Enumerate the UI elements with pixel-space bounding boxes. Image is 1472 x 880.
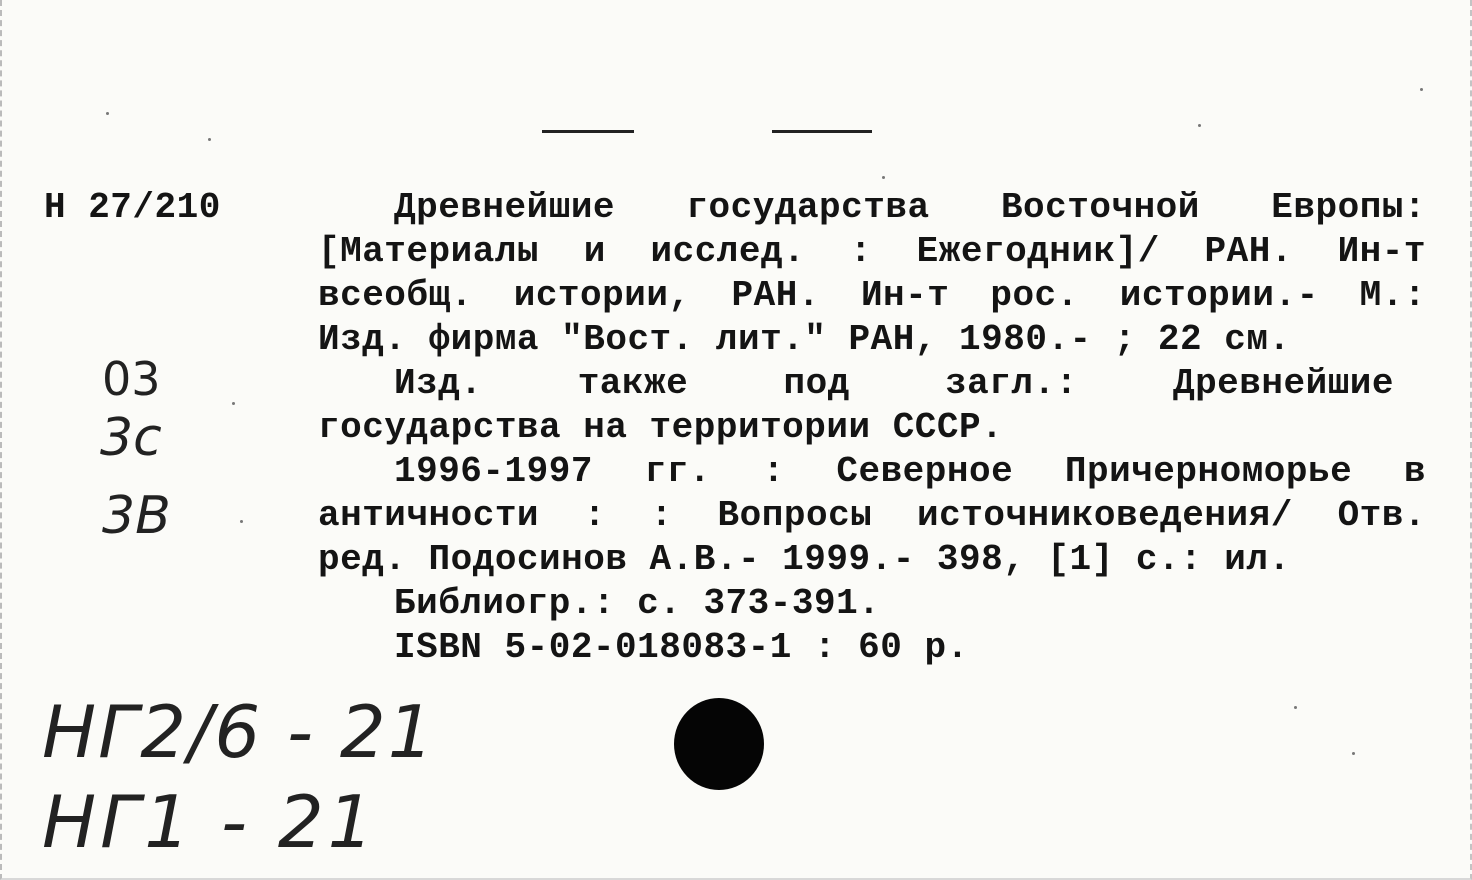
record-line-2: [Материалы и исслед. : Ежегодник]/ РАН. Ин-т [318, 231, 1426, 272]
record-line-1: Древнейшие государства Восточной Европы: [394, 187, 1426, 228]
record-line-3: всеобщ. истории, РАН. Ин-т рос. истории.- М.: [318, 275, 1426, 316]
handwritten-code-3s: 3с [100, 408, 162, 468]
handwritten-code-03: 03 [102, 352, 161, 406]
record-line-4: Изд. фирма "Вост. лит." РАН, 1980.- ; 22 см. [318, 319, 1291, 360]
shelf-mark: Н 27/210 [44, 187, 221, 228]
record-line-9: ред. Подосинов А.В.- 1999.- 398, [1] с.: ил. [318, 539, 1291, 580]
record-line-5: Изд. также под загл.: Древнейшие [394, 363, 1394, 404]
handwritten-note-ng1: НГ1 - 21 [42, 780, 378, 864]
punch-hole [674, 698, 764, 790]
scan-speck [1420, 88, 1423, 91]
handwritten-note-ng2-6: НГ2/6 - 21 [42, 690, 436, 774]
scan-speck [882, 176, 885, 179]
header-dash-right [772, 130, 872, 133]
handwritten-code-3v: 3В [102, 486, 171, 546]
record-line-11: ISBN 5-02-018083-1 : 60 р. [394, 627, 969, 668]
scan-speck [240, 520, 243, 523]
record-line-6: государства на территории СССР. [318, 407, 1004, 448]
scan-speck [106, 112, 109, 115]
scan-speck [208, 138, 211, 141]
scan-speck [232, 402, 235, 405]
scan-speck [1294, 706, 1297, 709]
scan-speck [1198, 124, 1201, 127]
scan-speck [1352, 752, 1355, 755]
record-line-10: Библиогр.: с. 373-391. [394, 583, 881, 624]
header-dash-left [542, 130, 634, 133]
record-line-8: античности : : Вопросы источниковедения/ Отв. [318, 495, 1426, 536]
record-line-7: 1996-1997 гг. : Северное Причерноморье в [394, 451, 1426, 492]
